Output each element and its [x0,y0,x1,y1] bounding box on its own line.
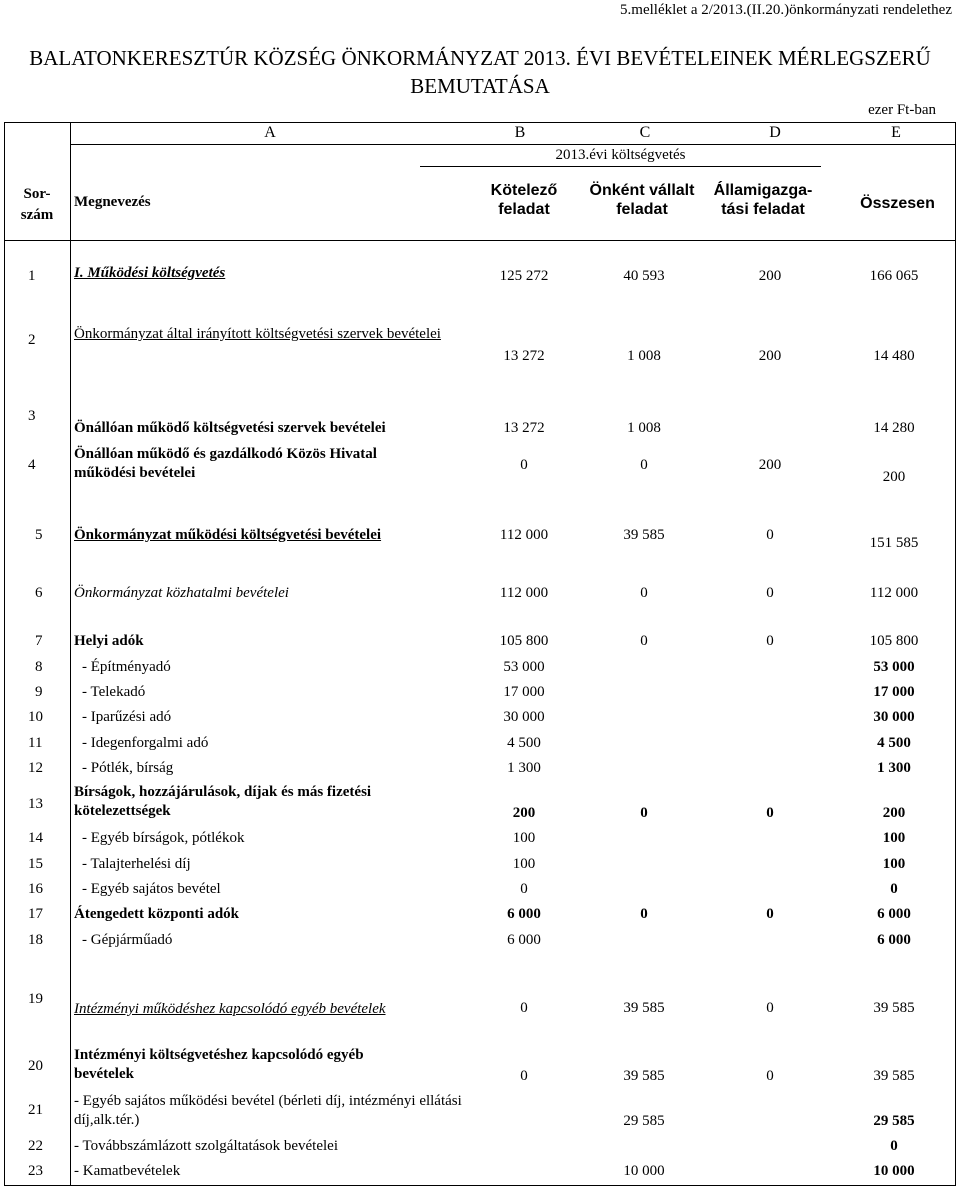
cell-mandatory: 125 272 [499,268,549,284]
cell-state: 0 [766,805,774,821]
cell-mandatory: 6 000 [507,906,541,922]
letters-rule [70,144,956,145]
row-label: Önállóan működő és gazdálkodó Közös Hivatal működési bevételei [74,446,377,481]
row-number: 2 [28,332,36,348]
row-number: 18 [28,932,43,948]
border-left [4,122,5,1186]
row-label: Önkormányzat által irányított költségvetési szervek bevételei [74,326,441,342]
cell-state: 200 [758,457,782,473]
cell-voluntary: 39 585 [623,1068,665,1084]
cell-state: 0 [766,906,774,922]
col-total-header: Összesen [860,195,935,212]
col-letter-e: E [891,124,901,141]
budget-year-header: 2013.évi költségvetés [555,147,686,163]
cell-total: 14 280 [873,420,915,436]
cell-voluntary: 0 [640,906,648,922]
cell-mandatory: 17 000 [503,684,545,700]
row-label: Önállóan működő költségvetési szervek bevételei [74,420,386,436]
cell-total: 30 000 [873,709,915,725]
row-number: 21 [28,1102,43,1118]
cell-state: 0 [766,585,774,601]
cell-total: 17 000 [873,684,915,700]
row-number: 9 [35,684,43,700]
cell-mandatory: 13 272 [503,348,545,364]
cell-mandatory: 0 [520,1068,528,1084]
col-mandatory-header: Kötelező feladat [490,182,558,218]
cell-mandatory: 1 300 [507,760,541,776]
title-line-2: BEMUTATÁSA [410,74,550,98]
cell-mandatory: 112 000 [499,585,549,601]
cell-total: 105 800 [869,633,919,649]
row-number: 3 [28,408,36,424]
row-number: 16 [28,881,43,897]
row-label: Átengedett központi adók [74,906,240,922]
row-number: 20 [28,1058,43,1074]
cell-voluntary: 39 585 [623,527,665,543]
col-divider-name [70,122,71,1186]
row-number: 5 [35,527,43,543]
row-label: - Továbbszámlázott szolgáltatások bevételei [74,1138,338,1154]
row-label: - Idegenforgalmi adó [82,735,209,751]
cell-state: 200 [758,268,782,284]
row-number: 4 [28,457,36,473]
cell-total: 0 [890,881,898,897]
row-label: - Pótlék, bírság [82,760,174,776]
cell-state: 0 [766,633,774,649]
header-bottom-rule [4,240,956,241]
cell-total: 200 [882,469,906,485]
row-label: - Iparűzési adó [82,709,172,725]
col-letter-d: D [769,124,781,141]
cell-mandatory: 13 272 [503,420,545,436]
col-letter-c: C [639,124,651,141]
cell-voluntary: 40 593 [623,268,665,284]
cell-voluntary: 1 008 [627,420,661,436]
cell-voluntary: 39 585 [623,1000,665,1016]
cell-state: 0 [766,1068,774,1084]
document-title [0,44,960,100]
row-label: - Gépjárműadó [82,932,173,948]
row-label: - Telekadó [82,684,146,700]
cell-total: 112 000 [869,585,919,601]
row-number: 22 [28,1138,43,1154]
cell-total: 166 065 [869,268,919,284]
cell-voluntary: 29 585 [623,1113,665,1129]
cell-mandatory: 200 [512,805,536,821]
row-number: 10 [28,709,43,725]
col-name-header: Megnevezés [74,194,151,210]
cell-voluntary: 0 [640,585,648,601]
row-label: - Egyéb sajátos bevétel [82,881,221,897]
row-number: 14 [28,830,43,846]
annex-reference: 5.melléklet a 2/2013.(II.20.)önkormányzati rendelethez [620,2,952,18]
row-label: Intézményi költségvetéshez kapcsolódó egyéb bevételek [74,1047,364,1082]
border-right [955,122,956,1186]
row-number: 7 [35,633,43,649]
col-letter-b: B [514,124,526,141]
cell-voluntary: 0 [640,633,648,649]
cell-mandatory: 105 800 [499,633,549,649]
row-number: 8 [35,659,43,675]
row-label: - Kamatbevételek [74,1163,181,1179]
cell-voluntary: 1 008 [627,348,661,364]
cell-total: 39 585 [873,1000,915,1016]
cell-total: 100 [882,856,906,872]
revenue-table [4,122,956,1188]
row-number: 1 [28,268,36,284]
cell-total: 29 585 [873,1113,915,1129]
cell-state: 0 [766,1000,774,1016]
cell-mandatory: 0 [520,881,528,897]
cell-total: 100 [882,830,906,846]
row-number: 19 [28,991,43,1007]
cell-mandatory: 112 000 [499,527,549,543]
cell-total: 4 500 [877,735,911,751]
row-label: Önkormányzat működési költségvetési bevételei [74,527,382,543]
unit-label: ezer Ft-ban [868,102,936,118]
row-number: 6 [35,585,43,601]
cell-total: 1 300 [877,760,911,776]
cell-total: 6 000 [877,932,911,948]
col-number-header: Sor- szám [20,186,54,223]
col-state-header: Államigazga-tási feladat [713,182,813,218]
cell-mandatory: 0 [520,1000,528,1016]
row-number: 11 [28,735,43,751]
row-label: Bírságok, hozzájárulások, díjak és más fizetési kötelezettségek [74,784,372,819]
cell-voluntary: 0 [640,457,648,473]
row-label: - Építményadó [82,659,171,675]
cell-voluntary: 10 000 [623,1163,665,1179]
cell-mandatory: 30 000 [503,709,545,725]
cell-total: 200 [882,805,906,821]
cell-mandatory: 100 [512,856,536,872]
cell-mandatory: 53 000 [503,659,545,675]
title-line-1: BALATONKERESZTÚR KÖZSÉG ÖNKORMÁNYZAT 2013. ÉVI BEVÉTELEINEK MÉRLEGSZERŰ [29,46,931,70]
col-letter-a: A [264,124,276,141]
cell-mandatory: 100 [512,830,536,846]
cell-total: 6 000 [877,906,911,922]
cell-mandatory: 4 500 [507,735,541,751]
row-label: I. Működési költségvetés [74,265,226,281]
row-label: Önkormányzat közhatalmi bevételei [74,585,289,601]
cell-total: 39 585 [873,1068,915,1084]
cell-voluntary: 0 [640,805,648,821]
row-label: - Egyéb bírságok, pótlékok [82,830,245,846]
cell-total: 0 [890,1138,898,1154]
row-number: 15 [28,856,43,872]
row-number: 23 [28,1163,43,1179]
cell-state: 0 [766,527,774,543]
col-voluntary-header: Önként vállalt feladat [589,182,695,218]
cell-total: 53 000 [873,659,915,675]
row-label: - Egyéb sajátos működési bevétel (bérleti díj, intézményi ellátási díj,alk.tér.) [74,1093,462,1128]
cell-total: 151 585 [869,535,919,551]
table-bottom-rule [4,1185,956,1186]
row-label: - Talajterhelési díj [82,856,191,872]
cell-mandatory: 6 000 [507,932,541,948]
row-label: Helyi adók [74,633,144,649]
row-number: 12 [28,760,43,776]
header-top-rule [4,122,956,123]
cell-total: 10 000 [873,1163,915,1179]
row-number: 17 [28,906,43,922]
cell-total: 14 480 [873,348,915,364]
cell-mandatory: 0 [520,457,528,473]
cell-state: 200 [758,348,782,364]
budget-rule [420,166,821,167]
row-number: 13 [28,796,43,812]
row-label: Intézményi működéshez kapcsolódó egyéb bevételek [74,1001,386,1017]
